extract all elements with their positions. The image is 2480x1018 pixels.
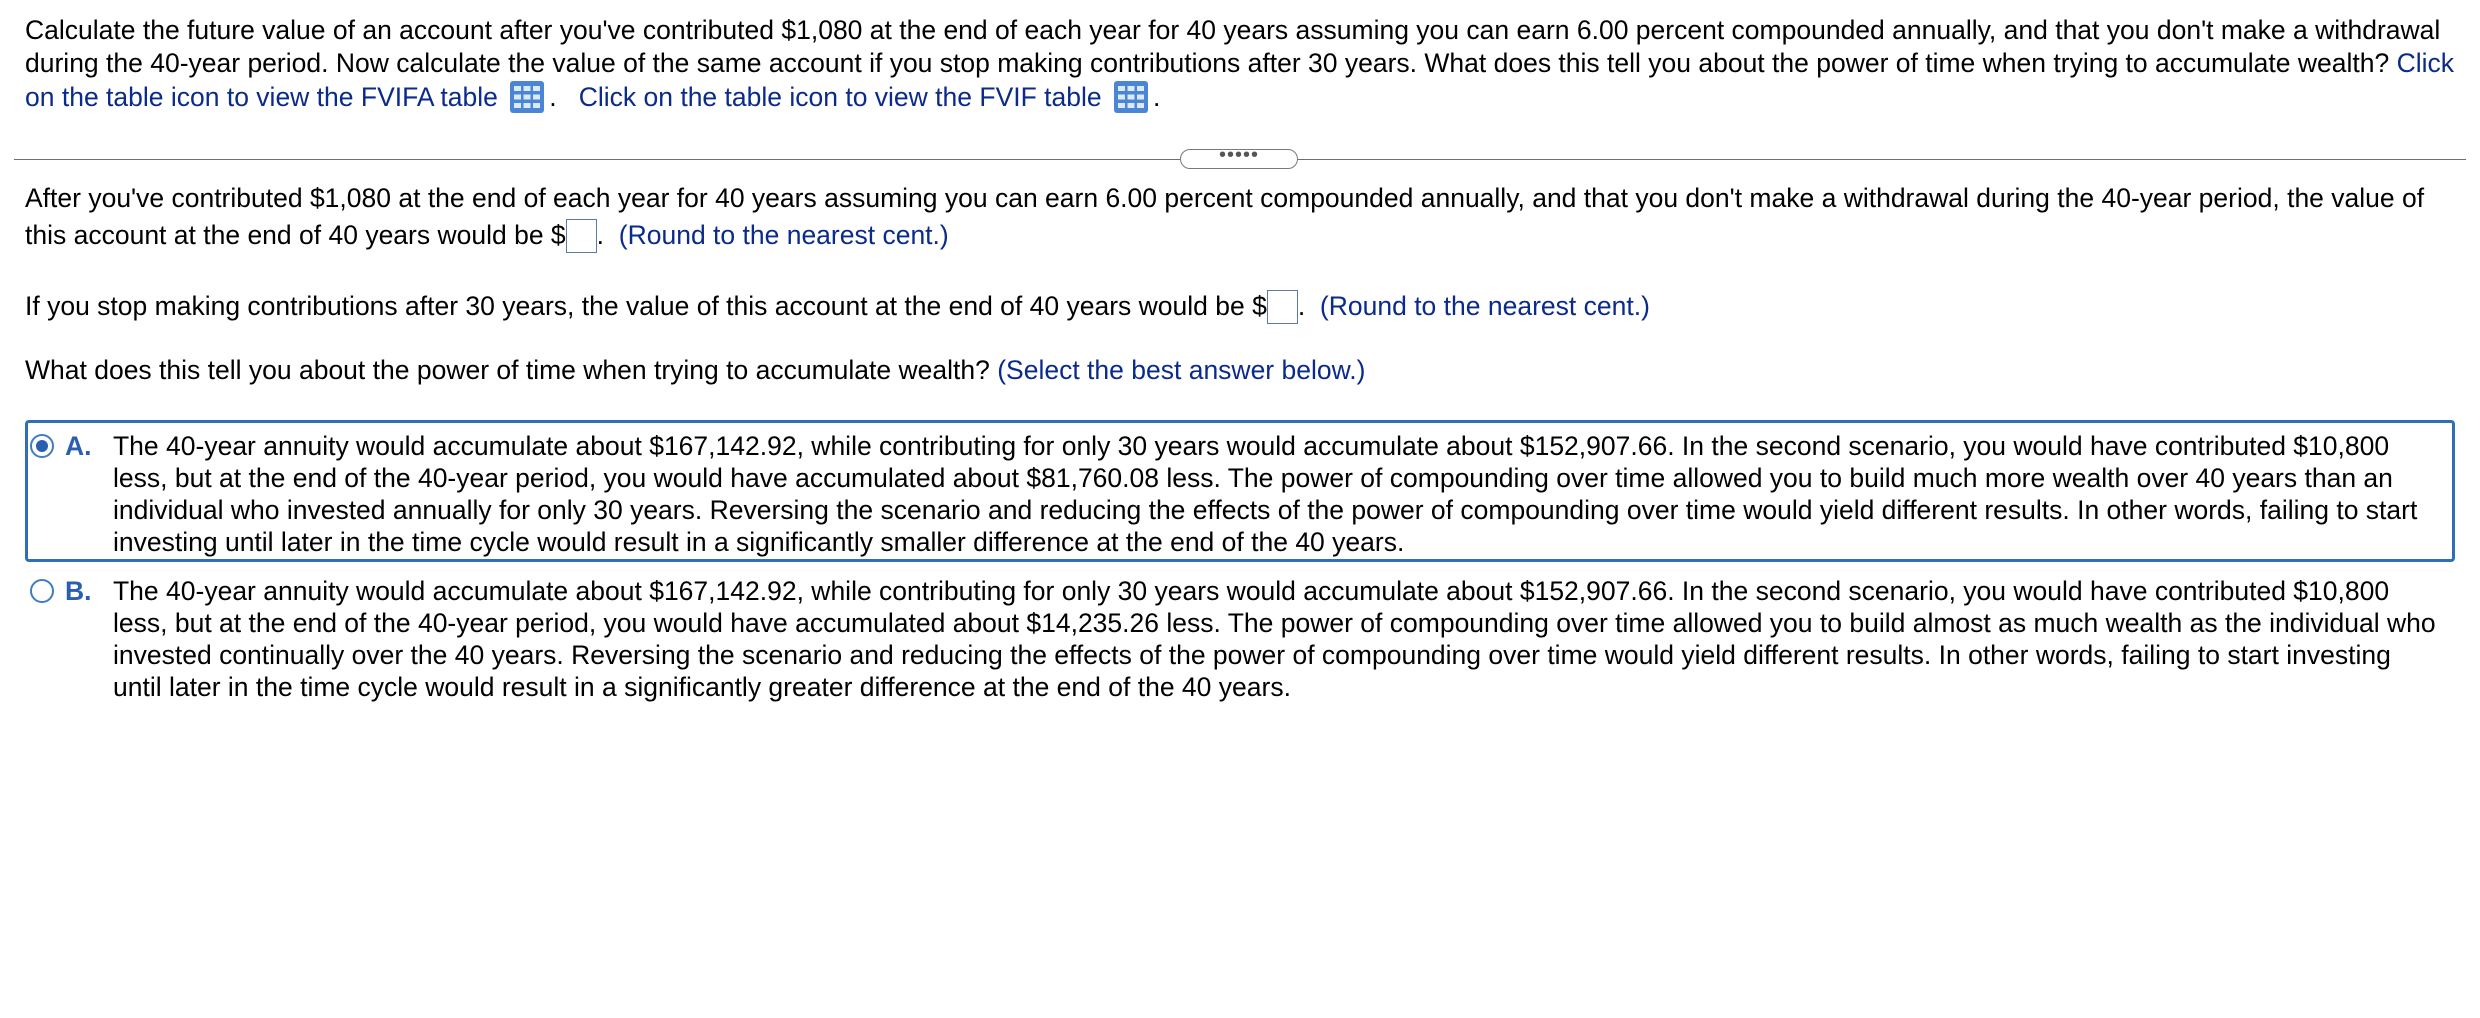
fvifa-table-link[interactable]: Click on the table icon to view the FVIFA table xyxy=(25,48,2455,112)
fvifa-table-icon[interactable] xyxy=(509,80,545,114)
radio-unselected-icon[interactable] xyxy=(30,579,54,603)
answer-choices xyxy=(25,420,2455,706)
part1-statement: After you've contributed $1,080 at the end of each year for 40 years assuming you can earn 6.00 percent compounded annually, and that you don't make a withdrawal during the 40-year period, the value of this account at the end of 40 years would be $ . (Round to the nearest cent.) xyxy=(25,180,2465,254)
part1-text: After you've contributed $1,080 at the end of each year for 40 years assuming you can earn 6.00 percent compounded annually, and that you don't make a withdrawal during the 40-year period, the value of this account at the end of 40 years would be $ xyxy=(25,183,2425,250)
answer-section xyxy=(25,180,2465,389)
choice-b[interactable] xyxy=(25,565,2455,706)
choice-b-letter: B. xyxy=(65,576,92,606)
part3-text: What does this tell you about the power of time when trying to accumulate wealth? xyxy=(25,355,990,385)
part2-hint: (Round to the nearest cent.) xyxy=(1319,291,1650,321)
expand-collapse-handle[interactable]: ••••• xyxy=(1180,149,1298,169)
part2-text: If you stop making contributions after 30 years, the value of this account at the end of 40 years would be $ xyxy=(25,291,1267,321)
part2-answer-input[interactable] xyxy=(1267,290,1298,324)
question-prompt xyxy=(25,14,2465,114)
choice-a-text: The 40-year annuity would accumulate about $167,142.92, while contributing for only 30 years would accumulate about $152,907.66. In the second scenario, you would have contributed $10,800 less, but at the end of the 40-year period, you would have accumulated about $81,760.08 less. The power of compounding over time allowed you to build much more wealth over 40 years than an individual who invested annually for only 30 years. Reversing the scenario and reducing the effects of the power of compounding over time would yield different results. In other words, failing to start investing until later in the time cycle would result in a significantly smaller difference at the end of the 40 years. xyxy=(113,431,2418,557)
part1-answer-input[interactable] xyxy=(566,219,597,253)
part3-hint: (Select the best answer below.) xyxy=(997,355,1366,385)
fvif-table-icon[interactable] xyxy=(1113,80,1149,114)
part2-statement: If you stop making contributions after 30 years, the value of this account at the end of 40 years would be $ . (Round to the nearest cent.) xyxy=(25,288,2465,325)
question-period-2: . xyxy=(1153,82,1161,112)
question-period: . xyxy=(549,82,557,112)
fvif-table-link[interactable]: Click on the table icon to view the FVIF table xyxy=(578,82,1102,112)
radio-selected-icon[interactable] xyxy=(30,434,54,458)
choice-a-letter: A. xyxy=(65,431,92,461)
part3-statement xyxy=(25,352,2465,389)
question-text: Calculate the future value of an account after you've contributed $1,080 at the end of each year for 40 years assuming you can earn 6.00 percent compounded annually, and that you don't make a withdrawal during the 40-year period. Now calculate the value of the same account if you stop making contributions after 30 years. What does this tell you about the power of time when trying to accumulate wealth? xyxy=(25,15,2441,78)
choice-b-text: The 40-year annuity would accumulate about $167,142.92, while contributing for only 30 years would accumulate about $152,907.66. In the second scenario, you would have contributed $10,800 less, but at the end of the 40-year period, you would have accumulated about $14,235.26 less. The power of compounding over time allowed you to build almost as much wealth as the individual who invested continually over the 40 years. Reversing the scenario and reducing the effects of the power of compounding over time would yield different results. In other words, failing to start investing until later in the time cycle would result in a significantly greater difference at the end of the 40 years. xyxy=(113,576,2436,702)
choice-a[interactable] xyxy=(25,420,2455,562)
part1-hint: (Round to the nearest cent.) xyxy=(618,220,949,250)
